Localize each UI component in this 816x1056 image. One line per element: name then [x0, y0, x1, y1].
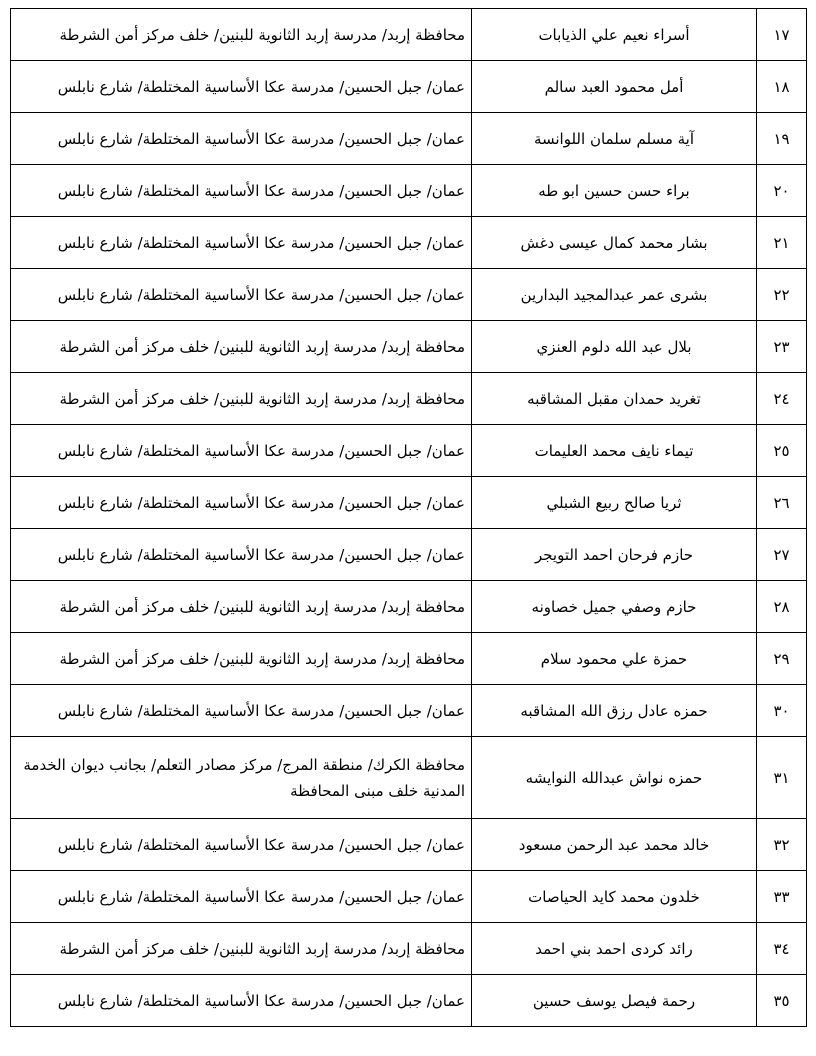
person-name: أسراء نعيم علي الذيابات	[472, 9, 757, 61]
table-row	[11, 975, 807, 1027]
person-name: حازم وصفي جميل خصاونه	[472, 581, 757, 633]
row-number: ٣١	[757, 737, 807, 819]
roster-body	[11, 9, 807, 1027]
table-row	[11, 113, 807, 165]
exam-location: عمان/ جبل الحسين/ مدرسة عكا الأساسية المختلطة/ شارع نابلس	[11, 529, 472, 581]
exam-location: عمان/ جبل الحسين/ مدرسة عكا الأساسية المختلطة/ شارع نابلس	[11, 685, 472, 737]
row-number: ٢٠	[757, 165, 807, 217]
table-row	[11, 425, 807, 477]
row-number: ٢٢	[757, 269, 807, 321]
person-name: حمزه عادل رزق الله المشاقبه	[472, 685, 757, 737]
person-name: تيماء نايف محمد العليمات	[472, 425, 757, 477]
exam-location: محافظة الكرك/ منطقة المرج/ مركز مصادر التعلم/ بجانب ديوان الخدمة المدنية خلف مبنى المحافظة	[11, 737, 472, 819]
row-number: ٢١	[757, 217, 807, 269]
row-number: ٢٥	[757, 425, 807, 477]
table-row	[11, 165, 807, 217]
person-name: ثريا صالح ربيع الشبلي	[472, 477, 757, 529]
table-row	[11, 61, 807, 113]
row-number: ٢٣	[757, 321, 807, 373]
row-number: ٢٦	[757, 477, 807, 529]
row-number: ١٧	[757, 9, 807, 61]
table-row	[11, 633, 807, 685]
exam-location: عمان/ جبل الحسين/ مدرسة عكا الأساسية المختلطة/ شارع نابلس	[11, 871, 472, 923]
table-row	[11, 321, 807, 373]
exam-location: عمان/ جبل الحسين/ مدرسة عكا الأساسية المختلطة/ شارع نابلس	[11, 975, 472, 1027]
exam-location: عمان/ جبل الحسين/ مدرسة عكا الأساسية المختلطة/ شارع نابلس	[11, 819, 472, 871]
person-name: حازم فرحان احمد التويجر	[472, 529, 757, 581]
exam-location: عمان/ جبل الحسين/ مدرسة عكا الأساسية المختلطة/ شارع نابلس	[11, 165, 472, 217]
row-number: ٢٨	[757, 581, 807, 633]
table-row	[11, 685, 807, 737]
exam-location: محافظة إربد/ مدرسة إربد الثانوية للبنين/ خلف مركز أمن الشرطة	[11, 923, 472, 975]
exam-location: عمان/ جبل الحسين/ مدرسة عكا الأساسية المختلطة/ شارع نابلس	[11, 425, 472, 477]
person-name: رحمة فيصل يوسف حسين	[472, 975, 757, 1027]
table-row	[11, 871, 807, 923]
person-name: آية مسلم سلمان اللوانسة	[472, 113, 757, 165]
table-row	[11, 269, 807, 321]
exam-location: عمان/ جبل الحسين/ مدرسة عكا الأساسية المختلطة/ شارع نابلس	[11, 113, 472, 165]
exam-location: عمان/ جبل الحسين/ مدرسة عكا الأساسية المختلطة/ شارع نابلس	[11, 269, 472, 321]
row-number: ٢٤	[757, 373, 807, 425]
person-name: حمزة علي محمود سلام	[472, 633, 757, 685]
table-row	[11, 923, 807, 975]
table-row	[11, 9, 807, 61]
exam-location: عمان/ جبل الحسين/ مدرسة عكا الأساسية المختلطة/ شارع نابلس	[11, 477, 472, 529]
row-number: ١٩	[757, 113, 807, 165]
person-name: بشار محمد كمال عيسى دغش	[472, 217, 757, 269]
person-name: أمل محمود العبد سالم	[472, 61, 757, 113]
exam-location: عمان/ جبل الحسين/ مدرسة عكا الأساسية المختلطة/ شارع نابلس	[11, 61, 472, 113]
exam-location: محافظة إربد/ مدرسة إربد الثانوية للبنين/ خلف مركز أمن الشرطة	[11, 581, 472, 633]
table-row	[11, 737, 807, 819]
person-name: بشرى عمر عبدالمجيد البدارين	[472, 269, 757, 321]
row-number: ٣٢	[757, 819, 807, 871]
person-name: خلدون محمد كايد الحياصات	[472, 871, 757, 923]
roster-table	[10, 8, 807, 1027]
person-name: براء حسن حسين ابو طه	[472, 165, 757, 217]
exam-location: محافظة إربد/ مدرسة إربد الثانوية للبنين/ خلف مركز أمن الشرطة	[11, 633, 472, 685]
person-name: تغريد حمدان مقبل المشاقبه	[472, 373, 757, 425]
table-row	[11, 819, 807, 871]
row-number: ٣٠	[757, 685, 807, 737]
row-number: ٣٥	[757, 975, 807, 1027]
row-number: ٢٩	[757, 633, 807, 685]
person-name: بلال عبد الله دلوم العنزي	[472, 321, 757, 373]
table-row	[11, 373, 807, 425]
exam-location: محافظة إربد/ مدرسة إربد الثانوية للبنين/ خلف مركز أمن الشرطة	[11, 9, 472, 61]
person-name: حمزه نواش عبدالله النوايشه	[472, 737, 757, 819]
row-number: ١٨	[757, 61, 807, 113]
row-number: ٣٤	[757, 923, 807, 975]
row-number: ٢٧	[757, 529, 807, 581]
table-row	[11, 581, 807, 633]
person-name: خالد محمد عبد الرحمن مسعود	[472, 819, 757, 871]
person-name: رائد كردى احمد بني احمد	[472, 923, 757, 975]
table-row	[11, 529, 807, 581]
row-number: ٣٣	[757, 871, 807, 923]
exam-location: محافظة إربد/ مدرسة إربد الثانوية للبنين/ خلف مركز أمن الشرطة	[11, 373, 472, 425]
exam-location: عمان/ جبل الحسين/ مدرسة عكا الأساسية المختلطة/ شارع نابلس	[11, 217, 472, 269]
exam-location: محافظة إربد/ مدرسة إربد الثانوية للبنين/ خلف مركز أمن الشرطة	[11, 321, 472, 373]
table-row	[11, 477, 807, 529]
table-row	[11, 217, 807, 269]
